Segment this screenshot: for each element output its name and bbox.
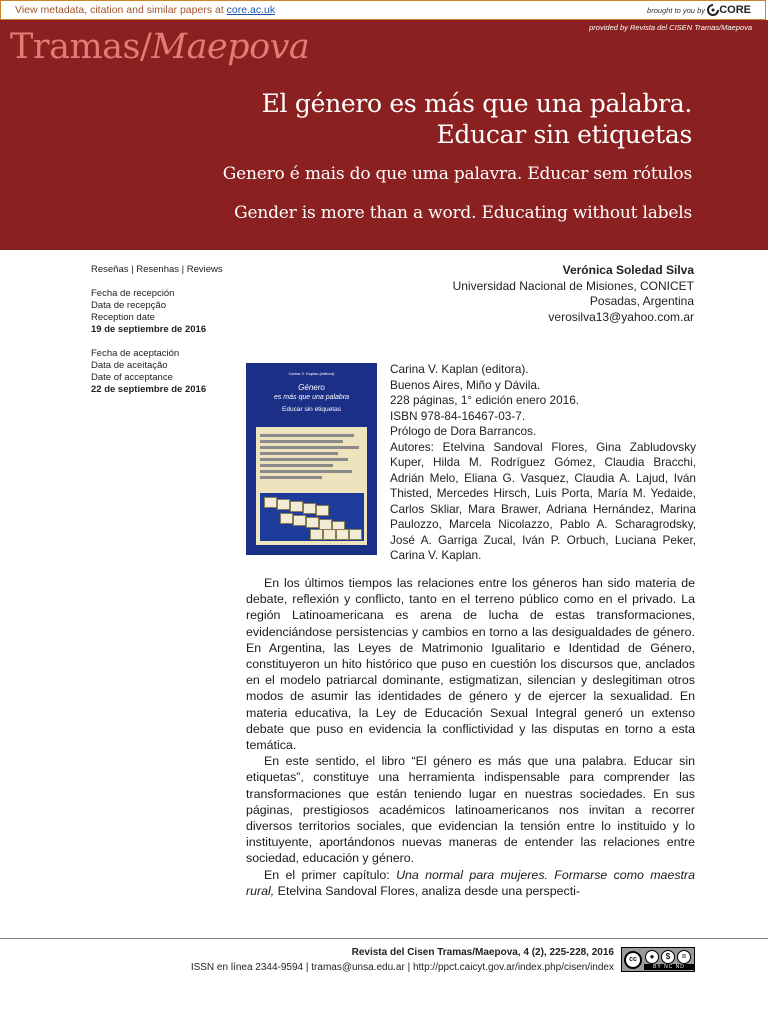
body-paragraph-1: En los últimos tiempos las relaciones entre los géneros han sido materia de debate, reflexión y conflicto, tanto en el terreno público como en el privado. La región Latinoamericana es arena de lucha de estas transformaciones, evidenciándose persistencias y cambios en torno a las desigualdades de género. En Argentina, las Leyes de Matrimonio Igualitario e Identidad de Género, constituyeron un hito histórico que puso en cuestión los discursos que, anclados en el modelo patriarcal dominante, estigmatizan, silencian y deslegitiman otros modos de asumir las identidades de género y de ejercer la sexualidad. En materia educativa, la Ley de Educación Sexual Integral generó un extenso debate que puso en evidencia la conflictividad y las disputas en torno a esta temática. xyxy=(246,576,695,753)
nc-icon: $ xyxy=(661,950,675,964)
author-location: Posadas, Argentina xyxy=(589,294,694,308)
body-paragraph-3 xyxy=(246,867,695,899)
provided-by-text: provided by Revista del CISEN Tramas/Maepova xyxy=(589,23,752,32)
author-affiliation: Universidad Nacional de Misiones, CONICET xyxy=(452,278,694,293)
article-title xyxy=(52,88,692,150)
footer-issn: ISSN en línea 2344-9594 | tramas@unsa.edu.ar | http://ppct.caicyt.gov.ar/index.php/cisen/index xyxy=(190,962,614,973)
book-details xyxy=(390,362,696,564)
book-isbn: ISBN 978-84-16467-03-7. xyxy=(390,408,526,423)
cover-title-a: Género xyxy=(298,383,325,392)
subtitle-portuguese: Genero é mais do que uma palavra. Educar sem rótulos xyxy=(222,164,692,184)
cover-author-lines xyxy=(260,431,364,482)
cc-icon: cc xyxy=(624,951,642,969)
author-name: Verónica Soledad Silva xyxy=(562,263,694,277)
by-icon: ● xyxy=(645,950,659,964)
subtitle-english: Gender is more than a word. Educating without labels xyxy=(234,203,692,223)
author-email[interactable]: verosilva13@yahoo.com.ar xyxy=(548,309,694,324)
paragraph-3-start: En el primer capítulo: xyxy=(264,867,397,882)
page-footer xyxy=(191,945,614,975)
chapter-title: Una normal para mujeres. Formarse como maestra rural, xyxy=(246,867,695,898)
book-prologue: Prólogo de Dora Barrancos. xyxy=(390,424,537,438)
review-body xyxy=(246,575,695,899)
reception-date: 19 de septiembre de 2016 xyxy=(91,324,207,335)
title-line-1: El género es más que una palabra. xyxy=(261,89,692,118)
license-terms: BY NC ND xyxy=(644,964,694,970)
journal-name-b: Maepova xyxy=(151,27,310,67)
title-line-2: Educar sin etiquetas xyxy=(436,120,692,149)
core-label[interactable]: CORE xyxy=(719,4,751,16)
core-logo-icon xyxy=(707,4,719,16)
acceptance-label-es: Fecha de aceptación xyxy=(91,348,180,359)
acceptance-date: 22 de septiembre de 2016 xyxy=(91,384,207,395)
body-paragraph-2: En este sentido, el libro “El género es más que una palabra. Educar sin etiquetas”, constituye una herramienta indispensable para comprender las transformaciones que están teniendo lugar en nuestras sociedades. En sus páginas, prestigiosos académicos latinoamericanos nos invitan a recorrer diversos territorios sociales, que evidencian la tensión entre lo instituido y lo instituyente, aportándonos nuevas maneras de entender las relaciones entre sociedad, educación y género. xyxy=(246,754,695,866)
nd-icon: = xyxy=(677,950,691,964)
cover-editor: Carina V. Kaplan (editora) xyxy=(288,371,335,376)
reception-label-es: Fecha de recepción xyxy=(91,288,175,299)
book-pages: 228 páginas, 1° edición enero 2016. xyxy=(390,393,580,407)
article-header xyxy=(0,20,768,250)
brought-by-text: brought to you by xyxy=(647,6,705,15)
submission-info xyxy=(91,264,271,408)
paragraph-3-end: Etelvina Sandoval Flores, analiza desde una perspecti- xyxy=(274,883,581,898)
acceptance-group xyxy=(91,348,271,396)
footer-citation: Revista del Cisen Tramas/Maepova, 4 (2), 225-228, 2016 xyxy=(351,947,614,958)
cover-letter-tiles xyxy=(260,493,364,541)
book-editor: Carina V. Kaplan (editora). xyxy=(390,362,529,376)
creative-commons-license-icon[interactable] xyxy=(621,947,695,972)
journal-name-a: Tramas/ xyxy=(10,27,152,67)
cover-title-b: es más que una palabra xyxy=(273,394,350,401)
acceptance-label-pt: Data de aceitação xyxy=(91,360,168,371)
book-authors: Autores: Etelvina Sandoval Flores, Gina Zabludovsky Kuper, Hilda M. Rodríguez Gómez, Claudia Bracchi, Adrián Melo, Eliana G. Vasquez, Claudia A. Lajud, Iván Thisted, Mercedes Hirsch, Luis Porta, María M. Yedaide, Carlos Skliar, Mara Brawer, Adriana Hernández, Marina Paulozzo, Marcela Nicolazzo, Pablo A. Scharagrodsky, José A. Garriga Zucal, Iván P. Orbuch, Luciana Peker, Carina V. Kaplan. xyxy=(390,439,696,562)
metadata-text: View metadata, citation and similar papers at xyxy=(15,4,224,16)
acceptance-label-en: Date of acceptance xyxy=(91,372,173,383)
metadata-notice xyxy=(15,4,275,16)
reception-label-en: Reception date xyxy=(91,312,155,323)
section-label: Reseñas | Resenhas | Reviews xyxy=(91,264,223,275)
author-info xyxy=(294,263,694,325)
journal-name xyxy=(10,27,309,67)
book-cover-image xyxy=(246,363,377,555)
footer-divider xyxy=(0,938,768,939)
reception-label-pt: Data de recepção xyxy=(91,300,166,311)
core-banner xyxy=(0,0,766,20)
book-publisher: Buenos Aires, Miño y Dávila. xyxy=(390,377,541,392)
reception-group xyxy=(91,288,271,336)
cover-title-c: Educar sin etiquetas xyxy=(282,406,341,413)
core-link[interactable]: core.ac.uk xyxy=(226,4,276,16)
